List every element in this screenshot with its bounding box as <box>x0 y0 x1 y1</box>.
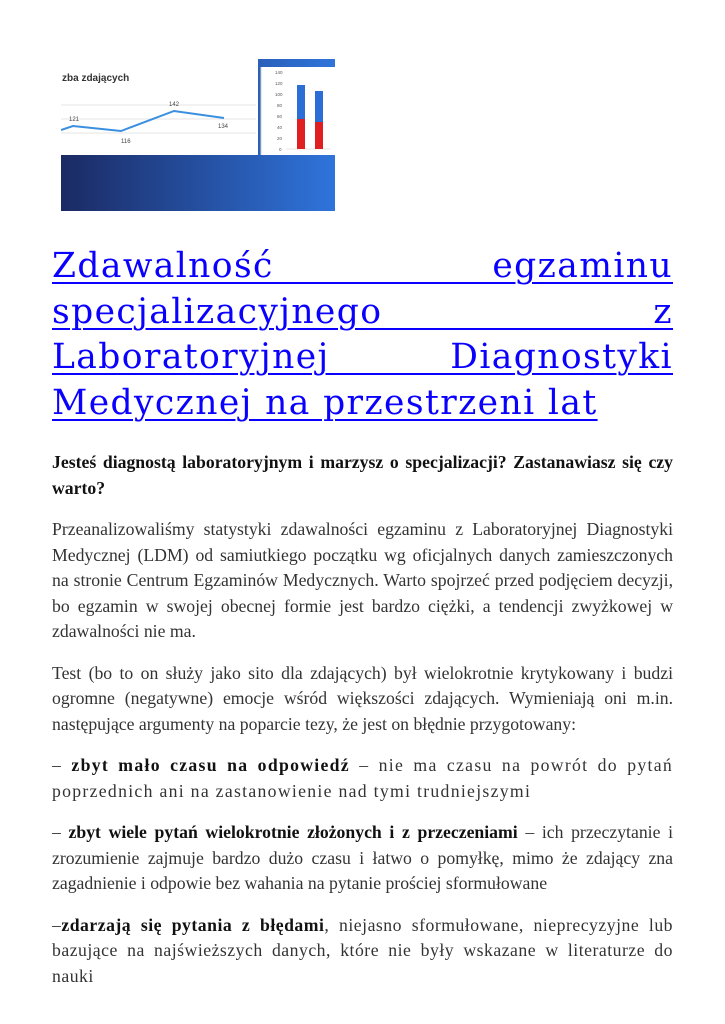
argument-item <box>52 913 673 990</box>
dash: – <box>52 914 62 935</box>
bar-red <box>315 122 323 149</box>
tick-label: 0 <box>279 147 282 152</box>
featured-image[interactable] <box>61 59 335 211</box>
bar-blue <box>315 91 323 122</box>
paragraph: Przeanalizowaliśmy statystyki zdawalności egzaminu z Laboratoryjnej Diagnostyki Medycznej (LDM) od samiutkiego początku wg oficjalnych danych zamieszczonych na stronie Centrum Egzaminów Medycznych. Warto spojrzeć przed podjęciem decyzji, bo egzamin w swojej obecnej formie jest bardzo ciężki, a tendencji zwyżkowej w zdawalności nie ma. <box>52 519 673 641</box>
tick-label: 100 <box>275 92 283 97</box>
chart-title-fragment: zba zdających <box>62 73 130 84</box>
bar-blue <box>297 85 305 119</box>
dash: – <box>52 822 69 842</box>
argument-item <box>52 753 673 804</box>
argument-text: – ich przeczytanie i zrozumienie zajmuje bardzo dużo czasu i łatwo o pomyłkę, mimo że zdający zna zagadnienie i odpowie bez wahania na pytanie prościej sformułowane <box>52 822 674 893</box>
argument-heading: zbyt wiele pytań wielokrotnie złożonych i z przeczeniami <box>68 822 518 842</box>
point-label: 121 <box>69 117 80 123</box>
point-label: 134 <box>218 124 229 130</box>
article-body <box>52 450 673 1005</box>
tick-label: 60 <box>277 114 283 119</box>
bar-red <box>297 119 305 149</box>
dash: – <box>52 755 72 775</box>
argument-item <box>52 820 673 897</box>
tick-label: 140 <box>275 70 283 75</box>
argument-text: , niejasno sformułowane, nieprecyzyjne lub bazujące na najświeższych danych, które nie były wskazane w literaturze do nauki <box>52 914 674 986</box>
paragraph: Test (bo to on służy jako sito dla zdających) był wielokrotnie krytykowany i budzi ogromne (negatywne) emocje wśród większości zdających. Wymieniają oni m.in. następujące argumenty na poparcie tezy, że jest on błędnie przygotowany: <box>52 662 673 734</box>
tick-label: 120 <box>275 81 283 86</box>
argument-heading: zdarzają się pytania z błędami <box>61 914 325 935</box>
argument-heading: zbyt mało czasu na odpowiedź <box>71 755 350 775</box>
tick-label: 80 <box>277 103 283 108</box>
lead-paragraph: Jesteś diagnostą laboratoryjnym i marzysz o specjalizacji? Zastanawiasz się czy warto? <box>52 452 673 498</box>
tick-label: 40 <box>277 125 283 130</box>
article-title-link[interactable]: Zdawalność egzaminu specjalizacyjnego z Laboratoryjnej Diagnostyki Medycznej na przestrzeni lat <box>52 246 673 423</box>
point-label: 142 <box>169 102 180 108</box>
tick-label: 20 <box>277 136 283 141</box>
point-label: 116 <box>121 139 131 145</box>
chart-thumbnail <box>61 59 335 211</box>
argument-text: – nie ma czasu na powrót do pytań poprzednich ani na zastanowienie nad tymi trudniejszymi <box>52 755 673 801</box>
